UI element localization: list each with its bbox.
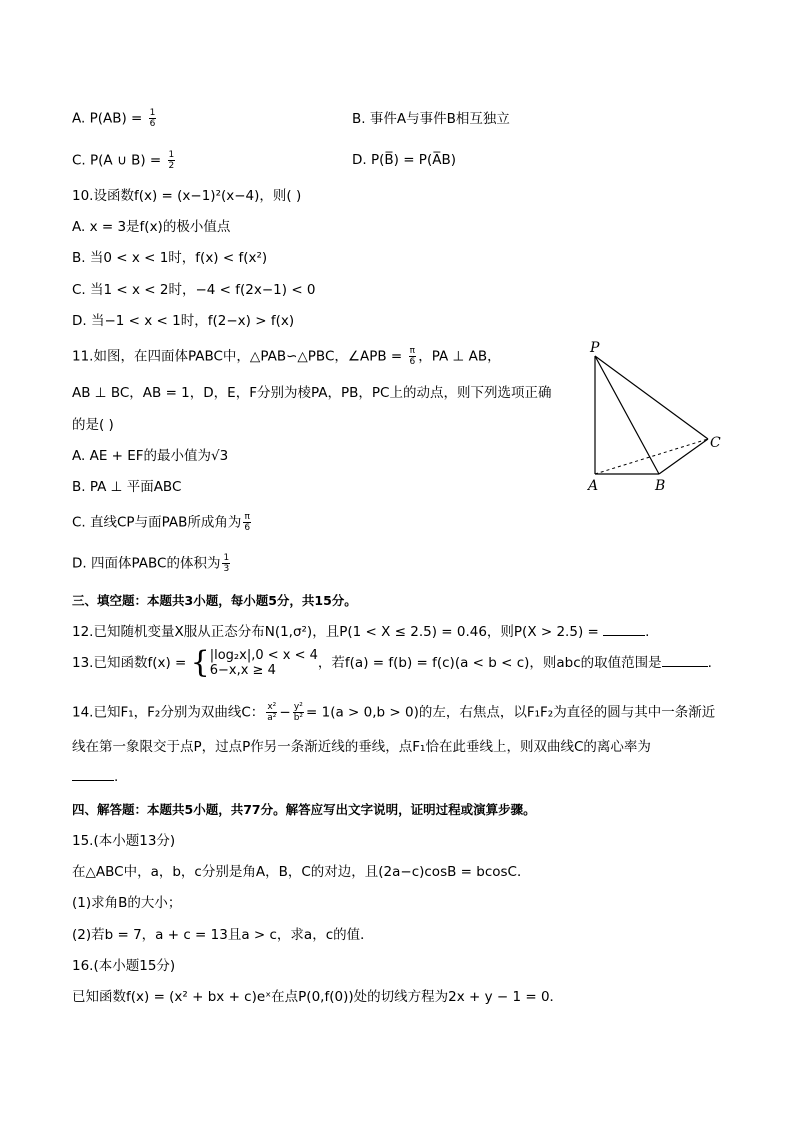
answer-blank (72, 768, 114, 781)
q15-part2: (2)若b = 7，a + c = 13且a > c，求a，c的值． (72, 927, 374, 943)
edge-pb (595, 356, 659, 474)
q9-option-b: B. 事件A与事件B相互独立 (352, 111, 510, 127)
answer-blank (662, 654, 708, 667)
q16-stem: 已知函数f(x) = (x² + bx + c)eˣ在点P(0,f(0))处的切线方程为2x + y − 1 = 0． (72, 989, 564, 1005)
q11-stem-line2: AB ⊥ BC，AB = 1，D，E，F分别为棱PA，PB，PC上的动点，则下列选项正确 (72, 385, 552, 401)
section3-heading: 三、填空题：本题共3小题，每小题5分，共15分。 (72, 593, 357, 608)
q13-text: 13.已知函数f(x) = { |log₂x|,0 < x < 4 6−x,x ≥ 4 ，若f(a) = f(b) = f(c)(a < b < c)，则abc的取值范围是 . (72, 645, 712, 680)
answer-blank (603, 623, 645, 636)
fraction: $\frac{\pi}{6}$ (409, 346, 416, 367)
q15-stem: 在△ABC中，a，b，c分别是角A，B，C的对边，且(2a−c)cosB = bcosC． (72, 864, 531, 880)
label-b: B (655, 478, 666, 494)
label-c: C (710, 435, 721, 451)
fraction: $\frac{\text{y²}}{\text{b²}}$ (293, 702, 304, 723)
q10-option-b: B. 当0 < x < 1时，f(x) < f(x²) (72, 250, 268, 266)
edge-ac-hidden (595, 439, 708, 474)
q15-title: 15.(本小题13分) (72, 833, 176, 849)
section4-heading: 四、解答题：本题共5小题，共77分。解答应写出文字说明，证明过程或演算步骤。 (72, 802, 536, 817)
q14-line1: 14.已知F₁，F₂分别为双曲线C： $\frac{\text{x²}}{\text{a²}}$ − $\frac{\text{y²}}{\text{b²}}$ = 1(a > 0,b > 0)的左，右焦点，以F₁F₂为直径的圆与其中一条渐近 (72, 702, 716, 723)
fraction: $\frac{1}{2}$ (168, 150, 175, 171)
fraction: $\frac{1}{6}$ (149, 108, 156, 129)
q11-option-d: D. 四面体PABC的体积为 $\frac{1}{3}$ (72, 553, 230, 574)
q10-option-d: D. 当−1 < x < 1时，f(2−x) > f(x) (72, 313, 295, 329)
q9-option-a: A. P(AB) = $\frac{1}{6}$ (72, 108, 156, 129)
q11-stem-line3: 的是( ) (72, 417, 114, 433)
q16-title: 16.(本小题15分) (72, 958, 176, 974)
q11-option-a: A. AE + EF的最小值为√3 (72, 448, 229, 464)
q11-option-b: B. PA ⊥ 平面ABC (72, 479, 182, 495)
label-p: P (590, 340, 600, 356)
q9-option-d: D. P(B̅) = P(A̅B) (352, 152, 456, 168)
tetrahedron-figure (582, 336, 732, 496)
q10-option-a: A. x = 3是f(x)的极小值点 (72, 219, 231, 235)
label-a: A (588, 478, 599, 494)
q15-part1: (1)求角B的大小； (72, 895, 182, 911)
q11-stem-line1: 11.如图，在四面体PABC中，△PAB∽△PBC，∠APB = $\frac{\pi}{6}$ ，PA ⊥ AB， (72, 346, 501, 367)
q12-text: 12.已知随机变量X服从正态分布N(1,σ²)，且P(1 < X ≤ 2.5) = 0.46，则P(X > 2.5) = . (72, 624, 650, 640)
edge-pc (595, 356, 708, 439)
q10-option-c: C. 当1 < x < 2时，−4 < f(2x−1) < 0 (72, 282, 316, 298)
fraction: $\frac{\pi}{6}$ (244, 512, 251, 533)
q14-line3: . (72, 768, 118, 786)
edge-bc (659, 439, 708, 474)
piecewise-function: { |log₂x|,0 < x < 4 6−x,x ≥ 4 (190, 645, 318, 680)
q14-line2: 线在第一象限交于点P，过点P作另一条渐近线的垂线，点F₁恰在此垂线上，则双曲线C的离心率为 (72, 739, 651, 755)
q9-option-c: C. P(A ∪ B) = $\frac{1}{2}$ (72, 150, 175, 171)
q11-option-c: C. 直线CP与面PAB所成角为 $\frac{\pi}{6}$ (72, 512, 251, 533)
q10-stem: 10.设函数f(x) = (x−1)²(x−4)，则( ) (72, 188, 302, 204)
fraction: $\frac{1}{3}$ (223, 553, 230, 574)
fraction: $\frac{\text{x²}}{\text{a²}}$ (267, 702, 277, 723)
